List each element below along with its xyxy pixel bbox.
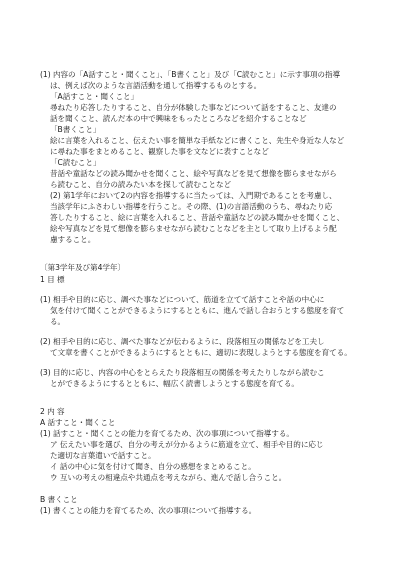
text-line: 慮すること。	[50, 235, 96, 244]
text-line: 答したりすること、絵に言葉を入れること、昔話や童話などの読み聞かせを聞くこと、	[50, 213, 345, 222]
text-line: (2) 第1学年において2の内容を指導するに当たっては、入門期であることを考慮し、	[50, 191, 337, 200]
text-line: 「B書くこと」	[50, 125, 101, 134]
text-line: 当該学年にふさわしい指導を行うこと。その際、(1)の言語活動のうち、尋ねたり応	[50, 202, 333, 211]
text-line: とができるようにするとともに、幅広く読書しようとする態度を育てる。	[50, 379, 299, 388]
text-line: 絵に言葉を入れること、伝えたい事を簡単な手紙などに書くこと、先生や身近な人など	[50, 136, 345, 145]
text-line: 尋ねたり応答したりすること、自分が体験した事などについて話をすること、友達の	[50, 103, 337, 112]
section-heading: A 話すこと・聞くこと	[40, 418, 116, 427]
text-line: (1) 内容の「A話すこと・聞くこと」、「B書くこと」及び「C読むこと」に示す事項の指導	[40, 70, 341, 79]
text-line: ら読むこと、自分の読みたい本を探して読むことなど	[50, 180, 232, 189]
text-line: る。	[50, 317, 66, 326]
text-line: は、例えば次のような言語活動を通して指導するものとする。	[50, 81, 262, 90]
text-line: (2) 相手や目的に応じ、調べた事などが伝わるように、段落相互の関係などを工夫し	[40, 337, 325, 346]
text-line: に尋ねた事をまとめること、観察した事を文などに表すことなど	[50, 147, 269, 156]
text-line: ウ 互いの考えの相違点や共通点を考えながら、進んで話し合うこと。	[50, 473, 287, 482]
text-line: (1) 書くことの能力を育てるため、次の事項について指導する。	[40, 506, 257, 515]
text-line: 話を聞くこと、読んだ本の中で興味をもったところなどを紹介することなど	[50, 114, 307, 123]
text-line: (3) 目的に応じ、内容の中心をとらえたり段落相互の関係を考えたりしながら読むこ	[40, 368, 325, 377]
text-line: 昔話や童話などの読み聞かせを聞くこと、絵や写真などを見て想像を膨らませながら	[50, 169, 337, 178]
text-line: イ 話の中心に気を付けて聞き、自分の感想をまとめること。	[50, 462, 256, 471]
section-heading: 2 内 容	[40, 407, 65, 416]
text-line: 「C読むこと」	[50, 158, 101, 167]
section-heading: 1 目 標	[40, 275, 65, 284]
text-line: (1) 相手や目的に応じ、調べた事などについて、筋道を立てて話すことや話の中心に	[40, 295, 325, 304]
text-line: 絵や写真などを見て想像を膨らませながら読むことなどを主として取り上げるよう配	[50, 224, 337, 233]
text-line: て文章を書くことができるようにするとともに、適切に表現しようとする態度を育てる。	[50, 348, 352, 357]
text-line: 気を付けて聞くことができるようにするとともに、進んで話し合おうとする態度を育て	[50, 306, 345, 315]
section-heading: B 書くこと	[40, 495, 78, 504]
section-heading: 〔第3学年及び第4学年〕	[40, 263, 125, 272]
text-line: た適切な言葉遣いで話すこと。	[50, 451, 156, 460]
text-line: ア 伝えたい事を選び、自分の考えが分かるように筋道を立て、相手や目的に応じ	[50, 440, 324, 449]
text-line: (1) 話すこと・聞くことの能力を育てるため、次の事項について指導する。	[40, 429, 294, 438]
text-line: 「A話すこと・聞くこと」	[50, 92, 139, 101]
